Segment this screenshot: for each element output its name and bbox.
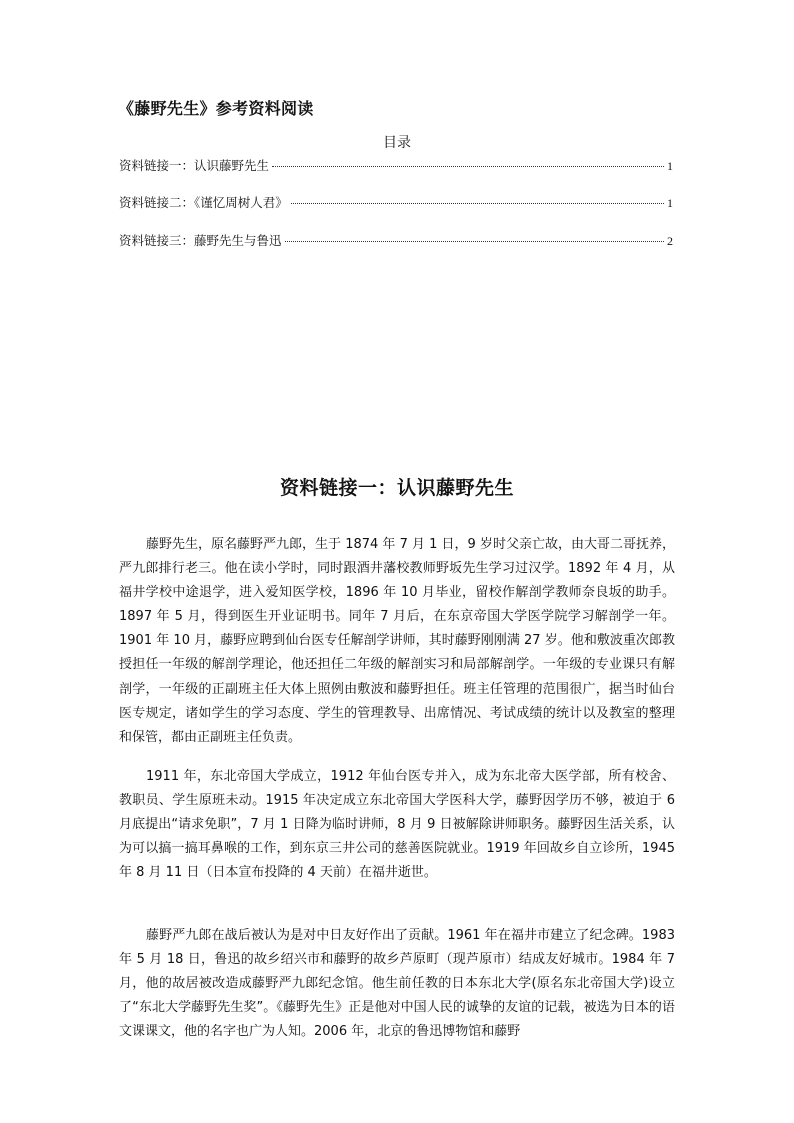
body-paragraph-2: 1911 年，东北帝国大学成立，1912 年仙台医专并入，成为东北帝大医学部，所有校舍、教职员、学生原班未动。1915 年决定成立东北帝国大学医科大学，藤野因学历不够，被迫于 6 月底提出“请求免职”，7 月 1 日降为临时讲师，8 月 9 日被解除讲师职务。藤野因生活关系，认为可以搞一搞耳鼻喉的工作，到东京三井公司的慈善医院就业。1919 年回故乡自立诊所，1945 年 8 月 11 日（日本宣布投降的 4 天前）在福井逝世。 — [119, 769, 675, 881]
toc-dot-leader — [272, 166, 664, 167]
body-paragraph-3: 藤野严九郎在战后被认为是对中日友好作出了贡献。1961 年在福井市建立了纪念碑。1983 年 5 月 18 日，鲁迅的故乡绍兴市和藤野的故乡芦原町（现芦原市）结成友好城市。1984 年 7 月，他的故居被改造成藤野严九郎纪念馆。他生前任教的日本东北大学(原名东北帝国大学)设立了“东北大学藤野先生奖”。《藤野先生》正是他对中国人民的诚挚的友谊的记载，被选为日本的语文课课文，他的名字也广为人知。2006 年，北京的鲁迅博物馆和藤野 — [119, 928, 675, 1040]
toc-entry-label: 资料链接二：《谨忆周树人君》 — [119, 195, 288, 210]
toc-entry-link-2[interactable] — [119, 194, 673, 212]
toc-dot-leader — [291, 203, 664, 204]
section-heading: 资料链接一：认识藤野先生 — [279, 477, 514, 499]
toc-page-number: 1 — [667, 196, 673, 210]
toc-dot-leader — [285, 241, 664, 242]
body-paragraph-1: 藤野先生，原名藤野严九郎，生于 1874 年 7 月 1 日，9 岁时父亲亡故，由大哥二哥抚养，严九郎排行老三。他在读小学时，同时跟酒井藩校教师野坂先生学习过汉学。1892 年 4 月，从福井学校中途退学，进入爱知医学校，1896 年 10 月毕业，留校作解剖学教师奈良坂的助手。1897 年 5 月，得到医生开业证明书。同年 7 月后，在东京帝国大学医学院学习解剖学一年。1901 年 10 月，藤野应聘到仙台医专任解剖学讲师，其时藤野刚刚满 27 岁。他和敷波重次郎教授担任一年级的解剖学理论，他还担任二年级的解剖实习和局部解剖学。一年级的专业课只有解剖学，一年级的正副班主任大体上照例由敷波和藤野担任。班主任管理的范围很广，据当时仙台医专规定，诸如学生的学习态度、学生的管理教导、出席情况、考试成绩的统计以及教室的整理和保管，都由正副班主任负责。 — [119, 537, 675, 745]
toc-entry-label: 资料链接一：认识藤野先生 — [119, 158, 270, 173]
toc-page-number: 1 — [667, 159, 673, 173]
toc-entry-link-3[interactable] — [119, 232, 673, 250]
toc-page-number: 2 — [667, 234, 673, 248]
document-title: 《藤野先生》参考资料阅读 — [118, 99, 314, 118]
toc-entry-link-1[interactable] — [119, 157, 673, 175]
toc-heading: 目录 — [383, 135, 411, 151]
toc-entry-label: 资料链接三：藤野先生与鲁迅 — [119, 233, 282, 248]
